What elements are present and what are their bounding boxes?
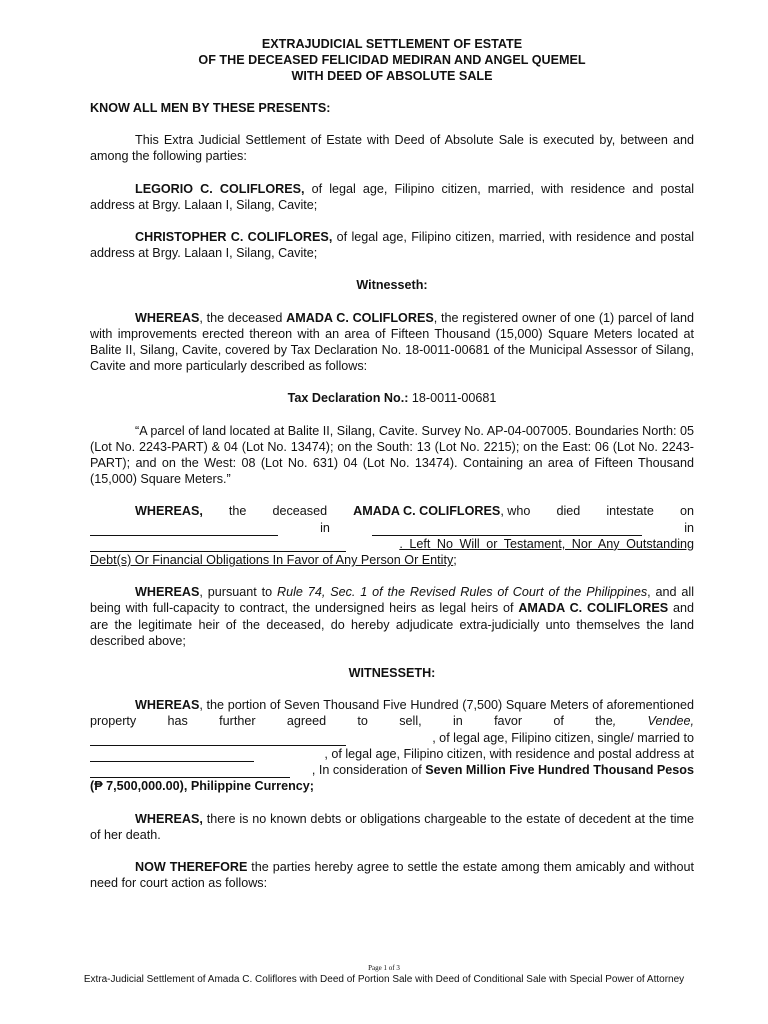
amount-in-words: Seven Million Five Hundred Thousand Pesos bbox=[425, 763, 694, 778]
whereas-lead: WHEREAS, bbox=[135, 811, 203, 826]
party-2-details: of legal age, Filipino citizen, married, with residence and postal address at Brgy. Lalaan I, Silang, Cavite; bbox=[90, 230, 695, 261]
whereas-4-line-3 bbox=[90, 730, 694, 746]
whereas-2-line-2 bbox=[90, 520, 694, 536]
whereas-1-text-a: , the deceased bbox=[199, 310, 287, 325]
document-body bbox=[90, 36, 694, 891]
tax-declaration-label: Tax Declaration No.: bbox=[287, 391, 409, 406]
intro-paragraph: This Extra Judicial Settlement of Estate with Deed of Absolute Sale is executed by, between and among the following parties: bbox=[90, 133, 694, 164]
whereas-paragraph-3 bbox=[90, 584, 694, 649]
title-line-1: EXTRAJUDICIAL SETTLEMENT OF ESTATE bbox=[261, 37, 523, 51]
deceased-name: AMADA C. COLIFLORES bbox=[286, 310, 434, 325]
whereas-lead: WHEREAS, bbox=[135, 504, 203, 519]
now-therefore-text: the parties hereby agree to settle the estate among them amicably and without need for court action as follows: bbox=[90, 859, 694, 891]
whereas-lead: WHEREAS bbox=[135, 310, 200, 325]
amount-in-figures: (₱ 7,500,000.00), Philippine Currency; bbox=[90, 779, 314, 794]
whereas-4-text-d: , In consideration of bbox=[311, 763, 426, 778]
whereas-2-word: in bbox=[684, 520, 694, 535]
tax-declaration-value: 18-0011-00681 bbox=[408, 391, 497, 406]
party-2-name: CHRISTOPHER C. COLIFLORES, bbox=[135, 230, 333, 245]
vendee-name-blank[interactable] bbox=[90, 733, 346, 746]
whereas-4-line-4 bbox=[90, 746, 694, 762]
whereas-lead: WHEREAS bbox=[135, 698, 200, 713]
witnesseth-heading-2: WITNESSETH: bbox=[348, 666, 436, 681]
whereas-4-lines-1-2 bbox=[90, 697, 694, 729]
whereas-paragraph-1 bbox=[90, 310, 694, 375]
witnesseth-heading-1: Witnesseth: bbox=[356, 278, 428, 293]
whereas-2-line-4 bbox=[90, 552, 694, 568]
title-line-3: WITH DEED OF ABSOLUTE SALE bbox=[291, 69, 493, 83]
whereas-5-text: there is no known debts or obligations chargeable to the estate of decedent at the time of her death. bbox=[90, 811, 694, 842]
deceased-name: AMADA C. COLIFLORES bbox=[353, 504, 501, 519]
now-therefore-paragraph bbox=[90, 859, 694, 891]
place-of-death-blank[interactable] bbox=[372, 523, 642, 536]
no-will-clause: . Left No Will or Testament, Nor Any Outstanding bbox=[399, 536, 694, 551]
vendee-address-blank[interactable] bbox=[90, 765, 290, 778]
whereas-4-line-5 bbox=[90, 762, 694, 778]
whereas-2-word: in bbox=[320, 520, 330, 535]
whereas-2-line-3 bbox=[90, 536, 694, 552]
whereas-2-word: , who bbox=[500, 504, 531, 519]
spouse-name-blank[interactable] bbox=[90, 749, 254, 762]
date-of-death-blank[interactable] bbox=[90, 523, 278, 536]
footer-text: Extra-Judicial Settlement of Amada C. Coliflores with Deed of Portion Sale with Deed of Conditional Sale with Special Power of Attorney bbox=[83, 974, 685, 985]
whereas-3-text-c: and are the legitimate heir of the deceased, do hereby adjudicate extra-judicially unto themselves the land described above; bbox=[90, 601, 695, 648]
whereas-2-word: the bbox=[228, 504, 247, 519]
intro-heading: KNOW ALL MEN BY THESE PRESENTS: bbox=[90, 101, 331, 115]
deceased-name-group bbox=[353, 503, 530, 519]
party-1 bbox=[90, 181, 694, 213]
whereas-paragraph-5 bbox=[90, 811, 694, 843]
whereas-4-text-c: , of legal age, Filipino citizen, with residence and postal address at bbox=[324, 746, 694, 761]
whereas-2-word: died bbox=[556, 504, 581, 519]
property-description: “A parcel of land located at Balite II, Silang, Cavite. Survey No. AP-04-007005. Boundaries North: 05 (Lot No. 2243-PART) & 04 (Lot No. 13474); on the South: 13 (Lot No. 2215); on the East: 06 (Lot No. 2243-PART); and on the West: 08 (Lot No. 631) 04 (Lot No. 13474). Containing an area of Fifteen Thousand (15,000) Square Meters.” bbox=[90, 423, 694, 487]
party-1-details: of legal age, Filipino citizen, married, with residence and postal address at Brgy. Lalaan I, Silang, Cavite; bbox=[90, 181, 694, 212]
party-2 bbox=[90, 229, 694, 261]
whereas-4-text-b: , of legal age, Filipino citizen, single/ married to bbox=[432, 730, 694, 745]
no-debts-clause: Debt(s) Or Financial Obligations In Favor of Any Person Or Entity bbox=[90, 553, 454, 568]
page-footer bbox=[80, 962, 688, 986]
deceased-name: AMADA C. COLIFLORES bbox=[518, 601, 669, 616]
whereas-2-word: on bbox=[679, 504, 694, 519]
now-therefore-lead: NOW THEREFORE bbox=[135, 859, 248, 874]
whereas-4-text-a: , the portion of Seven Thousand Five Hundred (7,500) Square Meters of aforementioned property has further agreed to sell, in favor of the bbox=[90, 698, 694, 729]
whereas-2-word: intestate bbox=[606, 504, 654, 519]
page-number: Page 1 of 3 bbox=[368, 964, 400, 972]
rule-74-reference: Rule 74, Sec. 1 of the Revised Rules of Court of the Philippines bbox=[277, 585, 648, 600]
tax-declaration-line bbox=[90, 390, 694, 406]
whereas-2-word: deceased bbox=[272, 504, 328, 519]
whereas-paragraph-4 bbox=[90, 697, 694, 794]
whereas-3-text-a: , pursuant to bbox=[199, 585, 278, 600]
residence-blank[interactable] bbox=[90, 539, 346, 552]
whereas-2-end: ; bbox=[453, 553, 457, 568]
vendee-label: , Vendee, bbox=[612, 714, 694, 729]
whereas-paragraph-2 bbox=[90, 503, 694, 568]
title-line-2: OF THE DECEASED FELICIDAD MEDIRAN AND ANGEL QUEMEL bbox=[198, 53, 586, 67]
whereas-2-line-1 bbox=[90, 503, 694, 519]
whereas-1-text-b: , the registered owner of one (1) parcel of land with improvements erected thereon with an area of Fifteen Thousand (15,000) Square Meters located at Balite II, Silang, Cavite, covered by Tax Declaration No. 18-0011-00681 of the Municipal Assessor of Silang, Cavite and more particularly described as follows: bbox=[90, 310, 695, 374]
whereas-3-text-b: , and all being with full-capacity to contract, the undersigned heirs as legal heirs of bbox=[90, 585, 694, 616]
consideration-group bbox=[290, 762, 694, 778]
whereas-lead: WHEREAS bbox=[135, 585, 200, 600]
party-1-name: LEGORIO C. COLIFLORES, bbox=[135, 181, 305, 196]
